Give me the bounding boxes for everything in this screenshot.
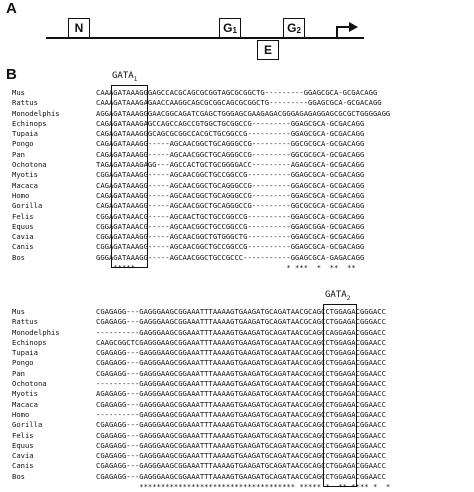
g2-box [283,18,305,38]
sequence-row: CAGAGATAAAGG-----AGCAACGGCTGCAGGGCCG---------GGCGCGCA-GCGACAGG [96,201,365,211]
species-name: Canis [12,461,34,471]
panel-a-letter: A [6,0,17,17]
sequence-row: CGGAGATAAAGG-----AGCAACGGCTGCCGGCCG----------GGAGCGCA-GCGACAGG [96,170,365,180]
species-name: Homo [12,190,30,200]
panel-b-letter: B [6,66,17,83]
sequence-row: CAAAGATAAAGGGAGCCACGCAGCGCGGTAGCGCGGCTG---------GGAGCGCA-GCGACAGG [96,88,378,97]
species-name: Felis [12,430,34,440]
species-name: Tupaia [12,348,38,358]
sequence-row: CGGAGATAAAGG-----AGCAACGGCTGTGGGCTG----------GGAGCGCA-GCGACAGG [96,232,365,242]
block1-species-list [12,88,60,263]
species-name: Bos [12,252,25,262]
species-name: Pongo [12,358,34,368]
sequence-row: CAGAGATAAAGAGCCAGCCAGCCGTGGCTGCGGCCG---------GGAGCGCA-GCGACAGG [96,118,365,128]
sequence-row: CAGAGATAAAGG-----AGCAACGGCTGCAGGGCCG---------GGAGCGCA-GCGACAGG [96,180,365,190]
sequence-row: CGAGAGG---GAGGGAAGCGGAAATTTAAAAGTGAAGATGCAGATAACGCAGCCTGGAGACGGAACC [96,399,386,409]
sequence-row: CGAGAGG---GAGGGAAGCGGAAATTTAAAAGTGAAGATGCAGATAACGCAGCCTGGAGACGGAACC [96,368,386,378]
species-name: Equus [12,221,34,231]
species-name: Canis [12,242,34,252]
species-name: Ochotona [12,160,47,170]
species-name: Gorilla [12,420,43,430]
species-name: Mus [12,88,25,97]
species-name: Pan [12,149,25,159]
species-name: Bos [12,471,25,481]
species-name: Cavia [12,451,34,461]
gata2-label: $GATA_2$ [325,290,351,302]
species-name: Felis [12,211,34,221]
gene-baseline [46,37,364,39]
sequence-row: CGAGAGG---GAGGGAAGCGGAAATTTAAAAGTGAAGATGCAGATAACGCAGCCTGGAGACGGAACC [96,461,386,471]
species-name: Pan [12,368,25,378]
species-name: Ochotona [12,379,47,389]
sequence-row: AGGAGATAAAGGGAACGGCAGATCGAGCTGGGAGCGAAGAGACGGGAGAGAGGAGCGCGCTGGGGAGG [96,108,391,118]
sequence-row: GGGAGATAAAGG-----AGCAACGGCTGCCGCCC-----------GGAGCGCA-GAGACAGG [96,252,365,262]
sequence-row: CAGAGATAAAGGGCAGCGCGGCCACGCTGCGGCCG----------GGAGCGCA-GCGACAGG [96,129,365,139]
species-name: Tupaia [12,129,38,139]
species-name: Pongo [12,139,34,149]
sequence-row: CAGAGATAAAGG-----AGCAACGGCTGCAGGGCCG---------GGCGCGCA-GCGACAGG [96,139,365,149]
sequence-row: CGGAGATAAAGG-----AGCAACGGCTGCCGGCCG----------GGAGCGCA-GCGACAGG [96,242,365,252]
sequence-row: CGAGAGG---GAGGGAAGCGGAAATTTAAAAGTGAAGATGCAGATAACGCAGCCTGGAGACGGAACC [96,358,386,368]
sequence-row: CGAGAGG---GAGGGAAGCGGAAATTTAAAAGTGAAGATGCAGATAACGCAGCCTGGAGACGGAACC [96,451,386,461]
g1-box-sub: 1 [232,26,237,35]
sequence-row: ----------GAGGGAAGCGGAAATTTAAAAGTGAAGATGCAGATAACGCAGCCTGGAGACGGAACC [96,379,386,389]
sequence-row: ----------GAGGGAAGCGGAAATTTAAAAGTGAAGATGCAGATAACGCAGCCAGGAGACGGGACC [96,327,386,337]
species-name: Macaca [12,180,38,190]
sequence-row: CGAGAGG---GAGGGAAGCGGAAATTTAAAAGTGAAGATGCAGATAACGCAGCCTGGAGACGGAACC [96,471,386,481]
g1-box [219,18,241,38]
species-name: Homo [12,409,30,419]
sequence-row: CGAGAGG---GAGGGAAGCGGAAATTTAAAAGTGAAGATGCAGATAACGCAGCCTGGAGACGGAACC [96,348,386,358]
sequence-row: CGAGAGG---GAGGGAAGCGGAAATTTAAAAGTGAAGATGCAGATAACGCAGCCTGGAGACGGAACC [96,440,386,450]
species-name: Rattus [12,98,38,108]
block1-sequence-list [96,88,390,273]
sequence-row: CGAGAGG---GAGGGAAGCGGAAATTTAAAAGTGAAGATGCAGATAACGCAGCCTGGAGACGGGACC [96,317,386,327]
species-name: Echinops [12,118,47,128]
sequence-row: CAGAGATAAAGG-----AGCAACGGCTGCAGGGCCG---------GGAGCGCA-GCGACAGG [96,190,365,200]
sequence-row: TAGAGATAAAGAGG---AGCCACTGCTGCGGGGACC---------AGAGCGCA-GCGACAGG [96,160,365,170]
e-box [257,40,279,60]
sequence-row: CGAGAGG---GAGGGAAGCGGAAATTTAAAAGTGAAGATGCAGATAACGCAGCCTGGAGACGGAACC [96,420,386,430]
promoter-arrow-shaft [336,26,350,28]
gata1-label: $GATA_1$ [112,71,138,83]
g1-box-label: G [223,21,233,35]
species-name: Myotis [12,170,38,180]
species-name: Cavia [12,232,34,242]
species-name: Monodelphis [12,327,60,337]
sequence-row: CGGAGATAAACG-----AGCAACGGCTGCCGGCCG----------GGAGCGGA-GCGACAGG [96,221,365,231]
conservation-row: ************************************ ***** * ** **** * * [96,482,391,492]
promoter-arrow-head [349,22,358,32]
species-name: Mus [12,307,25,316]
species-name: Rattus [12,317,38,327]
g2-box-sub: 2 [296,26,301,35]
species-name: Gorilla [12,201,43,211]
species-name: Myotis [12,389,38,399]
g2-box-label: G [287,21,297,35]
sequence-row: CGGAGATAAACG-----AGCAACTGCTGCCGGCCG----------GGAGCGCA-GCGACAGG [96,211,365,221]
e-box-label: E [263,43,272,57]
species-name: Monodelphis [12,108,60,118]
block2-species-list [12,307,60,482]
species-name: Echinops [12,337,47,347]
sequence-row: CAGAGATAAAGG-----AGCAACGGCTGCAGGGCCG---------GGCGCGCA-GCGACAGG [96,149,365,159]
species-name: Equus [12,440,34,450]
sequence-row: CGAGAGG---GAGGGAAGCGGAAATTTAAAAGTGAAGATGCAGATAACGCAGCCTGGAGACGGGACC [96,307,386,316]
sequence-row: CGAGAGG---GAGGGAAGCGGAAATTTAAAAGTGAAGATGCAGATAACGCAGCCTGGAGACGGAACC [96,430,386,440]
sequence-row: CAAGCGGCTCGAGGGAAGCGGAAATTTAAAAGTGAAGATGCAGATAACGCAGCCTGGAGACGGAACC [96,337,386,347]
block2-sequence-list [96,307,390,492]
gene-diagram [0,0,474,70]
sequence-row: AGAGAGG---GAGGGAAGCGGAAATTTAAAAGTGAAGATGCAGATAACGCAGCCTGGAGACGGAACC [96,389,386,399]
species-name: Macaca [12,399,38,409]
n-box-label: N [74,21,84,35]
promoter-arrow-stem [336,26,338,38]
sequence-row: ----------GAGGGAAGCGGAAATTTAAAAGTGAAGATGCAGATAACGCAGCCTGGAGACGGAACC [96,409,386,419]
n-box [68,18,90,38]
conservation-row: ***** * *** * ** ** [96,263,356,273]
sequence-row: CAAAGATAAAGAGAACCAAGGCAGCGCGGCAGCGCGGCTG---------GGAGCGCA-GCGACAGG [96,98,382,108]
